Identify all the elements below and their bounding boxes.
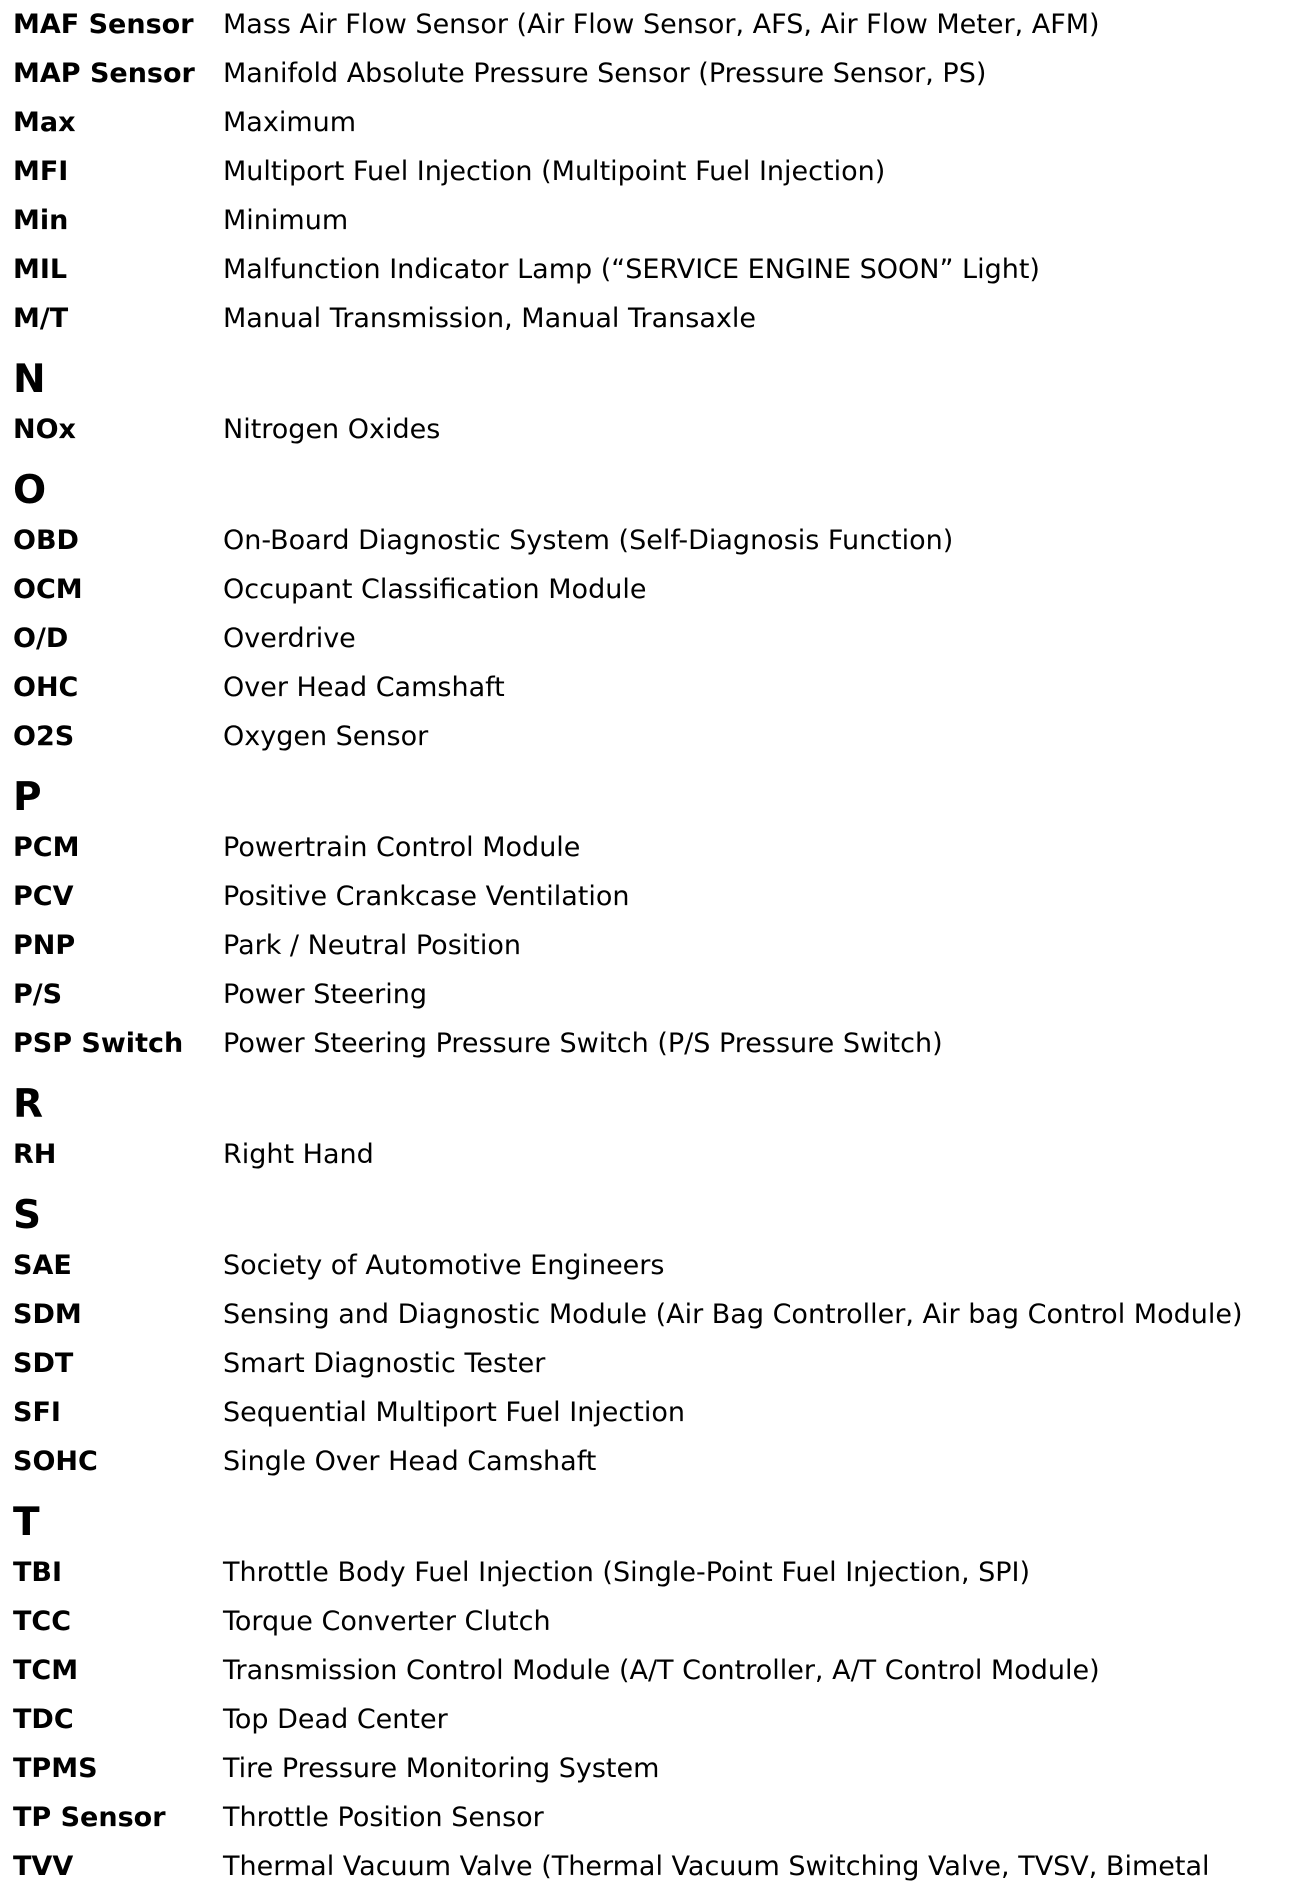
abbreviation-row xyxy=(13,196,1303,245)
abbreviation-definition: Positive Crankcase Ventilation xyxy=(223,881,630,912)
abbreviation-row xyxy=(13,1793,1303,1842)
abbreviation-row xyxy=(13,516,1303,565)
abbreviation-definition: Manifold Absolute Pressure Sensor (Pressure Sensor, PS) xyxy=(223,58,987,89)
section-letter-heading: R xyxy=(13,1082,44,1127)
abbreviation-row xyxy=(13,1597,1303,1646)
abbreviation-row xyxy=(13,405,1303,454)
abbreviation-term: OBD xyxy=(13,525,79,556)
abbreviation-term: PCV xyxy=(13,881,74,912)
abbreviation-list xyxy=(13,0,1303,1891)
abbreviation-term: TCC xyxy=(13,1606,72,1637)
abbreviation-term: SAE xyxy=(13,1250,72,1281)
abbreviation-term: O2S xyxy=(13,721,75,752)
abbreviation-term: OHC xyxy=(13,672,79,703)
abbreviation-definition: Maximum xyxy=(223,107,357,138)
abbreviation-definition: Over Head Camshaft xyxy=(223,672,505,703)
abbreviation-row xyxy=(13,1130,1303,1179)
abbreviation-term: MAP Sensor xyxy=(13,58,195,89)
abbreviation-definition: Sequential Multiport Fuel Injection xyxy=(223,1397,685,1428)
abbreviation-row xyxy=(13,49,1303,98)
abbreviation-term: Min xyxy=(13,205,69,236)
section-letter-heading: P xyxy=(13,775,42,820)
abbreviation-row xyxy=(13,823,1303,872)
abbreviation-row xyxy=(13,1388,1303,1437)
abbreviation-term: SOHC xyxy=(13,1446,98,1477)
abbreviation-term: TBI xyxy=(13,1557,63,1588)
abbreviation-term: TPMS xyxy=(13,1753,98,1784)
abbreviation-row xyxy=(13,1842,1303,1891)
abbreviation-definition: Power Steering xyxy=(223,979,428,1010)
abbreviation-row xyxy=(13,1290,1303,1339)
abbreviation-row xyxy=(13,872,1303,921)
abbreviation-definition: Smart Diagnostic Tester xyxy=(223,1348,546,1379)
abbreviation-definition: Power Steering Pressure Switch (P/S Pressure Switch) xyxy=(223,1028,943,1059)
abbreviation-definition: Transmission Control Module (A/T Controller, A/T Control Module) xyxy=(223,1655,1100,1686)
abbreviation-row xyxy=(13,1339,1303,1388)
abbreviation-row xyxy=(13,294,1303,343)
abbreviation-definition: Mass Air Flow Sensor (Air Flow Sensor, AFS, Air Flow Meter, AFM) xyxy=(223,9,1100,40)
abbreviation-definition: Powertrain Control Module xyxy=(223,832,581,863)
abbreviation-definition: Malfunction Indicator Lamp (“SERVICE ENGINE SOON” Light) xyxy=(223,254,1040,285)
section-letter-heading: S xyxy=(13,1193,42,1238)
abbreviation-row xyxy=(13,0,1303,49)
abbreviation-definition: Sensing and Diagnostic Module (Air Bag Controller, Air bag Control Module) xyxy=(223,1299,1243,1330)
section-letter-heading: O xyxy=(13,468,47,513)
abbreviation-definition: Multiport Fuel Injection (Multipoint Fuel Injection) xyxy=(223,156,886,187)
abbreviation-term: RH xyxy=(13,1139,57,1170)
abbreviation-row xyxy=(13,245,1303,294)
abbreviation-term: OCM xyxy=(13,574,83,605)
abbreviation-term: TP Sensor xyxy=(13,1802,166,1833)
abbreviation-definition: Park / Neutral Position xyxy=(223,930,521,961)
abbreviation-row xyxy=(13,970,1303,1019)
abbreviation-definition: Throttle Position Sensor xyxy=(223,1802,544,1833)
abbreviation-definition: Throttle Body Fuel Injection (Single-Point Fuel Injection, SPI) xyxy=(223,1557,1031,1588)
abbreviation-row xyxy=(13,921,1303,970)
abbreviation-definition: Single Over Head Camshaft xyxy=(223,1446,597,1477)
section-letter-heading: N xyxy=(13,357,46,402)
abbreviation-definition: Society of Automotive Engineers xyxy=(223,1250,665,1281)
abbreviation-definition: Top Dead Center xyxy=(223,1704,448,1735)
abbreviation-definition: Minimum xyxy=(223,205,349,236)
abbreviation-definition: Thermal Vacuum Valve (Thermal Vacuum Switching Valve, TVSV, Bimetal xyxy=(223,1851,1210,1882)
abbreviation-row xyxy=(13,1019,1303,1068)
abbreviation-row xyxy=(13,712,1303,761)
abbreviation-row xyxy=(13,1695,1303,1744)
abbreviation-row xyxy=(13,1646,1303,1695)
abbreviation-term: P/S xyxy=(13,979,63,1010)
abbreviation-definition: Oxygen Sensor xyxy=(223,721,429,752)
abbreviation-row xyxy=(13,98,1303,147)
section-letter-heading: T xyxy=(13,1500,40,1545)
abbreviation-row xyxy=(13,1744,1303,1793)
abbreviation-definition: Right Hand xyxy=(223,1139,374,1170)
abbreviation-row xyxy=(13,565,1303,614)
abbreviation-term: PCM xyxy=(13,832,80,863)
abbreviation-row xyxy=(13,1241,1303,1290)
abbreviation-row xyxy=(13,1437,1303,1486)
abbreviation-row xyxy=(13,663,1303,712)
abbreviation-term: SDM xyxy=(13,1299,82,1330)
abbreviation-term: MIL xyxy=(13,254,68,285)
abbreviation-term: NOx xyxy=(13,414,76,445)
abbreviation-term: TDC xyxy=(13,1704,74,1735)
abbreviation-definition: Torque Converter Clutch xyxy=(223,1606,551,1637)
abbreviation-term: SDT xyxy=(13,1348,74,1379)
abbreviation-term: Max xyxy=(13,107,76,138)
abbreviation-term: SFI xyxy=(13,1397,61,1428)
abbreviation-term: MAF Sensor xyxy=(13,9,194,40)
abbreviation-term: TCM xyxy=(13,1655,79,1686)
abbreviation-term: TVV xyxy=(13,1851,74,1882)
abbreviation-row xyxy=(13,1548,1303,1597)
abbreviation-definition: Nitrogen Oxides xyxy=(223,414,441,445)
abbreviation-term: PNP xyxy=(13,930,76,961)
abbreviation-term: M/T xyxy=(13,303,69,334)
abbreviation-definition: Occupant Classification Module xyxy=(223,574,647,605)
abbreviation-term: O/D xyxy=(13,623,69,654)
abbreviation-term: MFI xyxy=(13,156,69,187)
abbreviation-term: PSP Switch xyxy=(13,1028,184,1059)
abbreviation-definition: Overdrive xyxy=(223,623,356,654)
abbreviation-definition: On-Board Diagnostic System (Self-Diagnosis Function) xyxy=(223,525,954,556)
abbreviation-row xyxy=(13,614,1303,663)
abbreviation-definition: Manual Transmission, Manual Transaxle xyxy=(223,303,756,334)
abbreviation-definition: Tire Pressure Monitoring System xyxy=(223,1753,660,1784)
abbreviation-row xyxy=(13,147,1303,196)
